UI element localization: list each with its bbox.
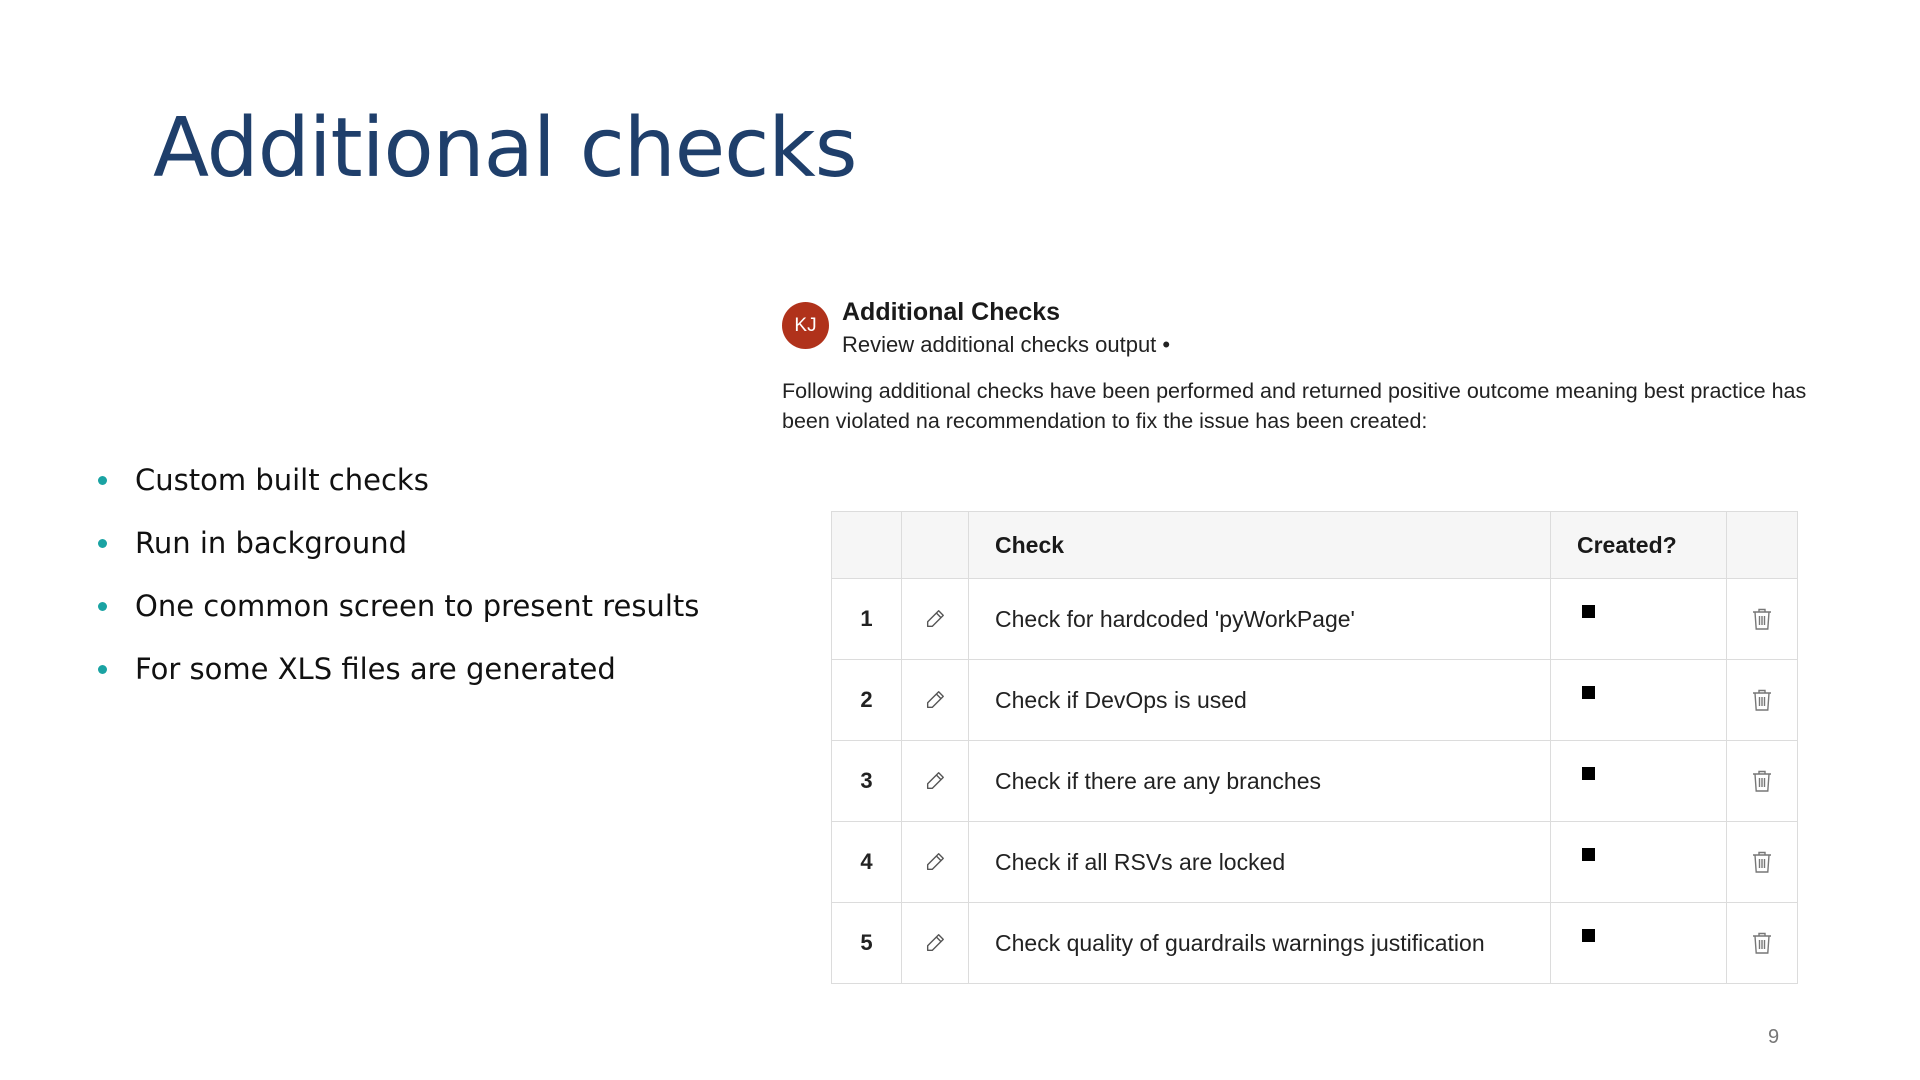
created-indicator-icon	[1582, 605, 1595, 618]
header-created-label: Created?	[1577, 531, 1677, 558]
page-number: 9	[1768, 1026, 1780, 1048]
bullet-dot-icon	[98, 476, 107, 485]
avatar[interactable]: KJ	[782, 302, 829, 349]
delete-button[interactable]	[1727, 822, 1798, 903]
card-subtitle	[842, 332, 1170, 358]
table-row	[832, 579, 1798, 660]
slide-title: Additional checks	[153, 101, 857, 196]
bullet-dot-icon	[98, 602, 107, 611]
header-delete	[1727, 512, 1798, 579]
created-indicator-icon	[1582, 929, 1595, 942]
header-check-label: Check	[995, 531, 1065, 558]
delete-button[interactable]	[1727, 903, 1798, 984]
row-number: 4	[832, 822, 902, 903]
edit-button[interactable]	[902, 903, 969, 984]
card-description: Following additional checks have been performed and returned positive outcome meaning best practice has been violated na recommendation to fix the issue has been created:	[782, 379, 1807, 433]
edit-button[interactable]	[902, 660, 969, 741]
delete-button[interactable]	[1727, 660, 1798, 741]
created-cell	[1551, 579, 1727, 660]
checks-table	[831, 511, 1798, 984]
bullet-item	[96, 463, 699, 529]
bullet-dot-icon	[98, 539, 107, 548]
trash-icon	[1727, 931, 1797, 955]
card-title: Additional Checks	[842, 298, 1061, 326]
trash-icon	[1727, 769, 1797, 793]
table-row	[832, 822, 1798, 903]
trash-icon	[1727, 607, 1797, 631]
check-name: Check if there are any branches	[969, 741, 1551, 822]
table-row	[832, 741, 1798, 822]
edit-button[interactable]	[902, 822, 969, 903]
created-indicator-icon	[1582, 767, 1595, 780]
card-subtitle-separator: •	[1162, 332, 1171, 357]
check-name: Check if DevOps is used	[969, 660, 1551, 741]
check-name: Check quality of guardrails warnings justification	[969, 903, 1551, 984]
check-name: Check for hardcoded 'pyWorkPage'	[969, 579, 1551, 660]
bullet-dot-icon	[98, 665, 107, 674]
table-row	[832, 903, 1798, 984]
card-subtitle-text: Review additional checks output	[842, 332, 1157, 357]
created-indicator-icon	[1582, 686, 1595, 699]
bullet-text: For some XLS files are generated	[135, 652, 616, 686]
edit-button[interactable]	[902, 741, 969, 822]
header-edit	[902, 512, 969, 579]
delete-button[interactable]	[1727, 579, 1798, 660]
created-cell	[1551, 822, 1727, 903]
edit-button[interactable]	[902, 579, 969, 660]
row-number: 5	[832, 903, 902, 984]
pencil-icon	[902, 851, 968, 873]
delete-button[interactable]	[1727, 741, 1798, 822]
pencil-icon	[902, 608, 968, 630]
table-row	[832, 660, 1798, 741]
created-cell	[1551, 903, 1727, 984]
bullet-text: One common screen to present results	[135, 589, 700, 623]
created-indicator-icon	[1582, 848, 1595, 861]
row-number: 1	[832, 579, 902, 660]
header-created[interactable]	[1551, 512, 1727, 579]
trash-icon	[1727, 850, 1797, 874]
row-number: 2	[832, 660, 902, 741]
bullet-text: Run in background	[135, 526, 408, 560]
pencil-icon	[902, 689, 968, 711]
pencil-icon	[902, 932, 968, 954]
bullet-item	[96, 526, 699, 592]
trash-icon	[1727, 688, 1797, 712]
header-number	[832, 512, 902, 579]
created-cell	[1551, 660, 1727, 741]
bullet-list	[96, 463, 700, 718]
row-number: 3	[832, 741, 902, 822]
bullet-text: Custom built checks	[135, 463, 429, 497]
bullet-item	[96, 589, 700, 655]
table-header-row	[832, 512, 1798, 579]
pencil-icon	[902, 770, 968, 792]
check-name: Check if all RSVs are locked	[969, 822, 1551, 903]
bullet-item	[96, 652, 699, 718]
header-check[interactable]	[969, 512, 1551, 579]
created-cell	[1551, 741, 1727, 822]
